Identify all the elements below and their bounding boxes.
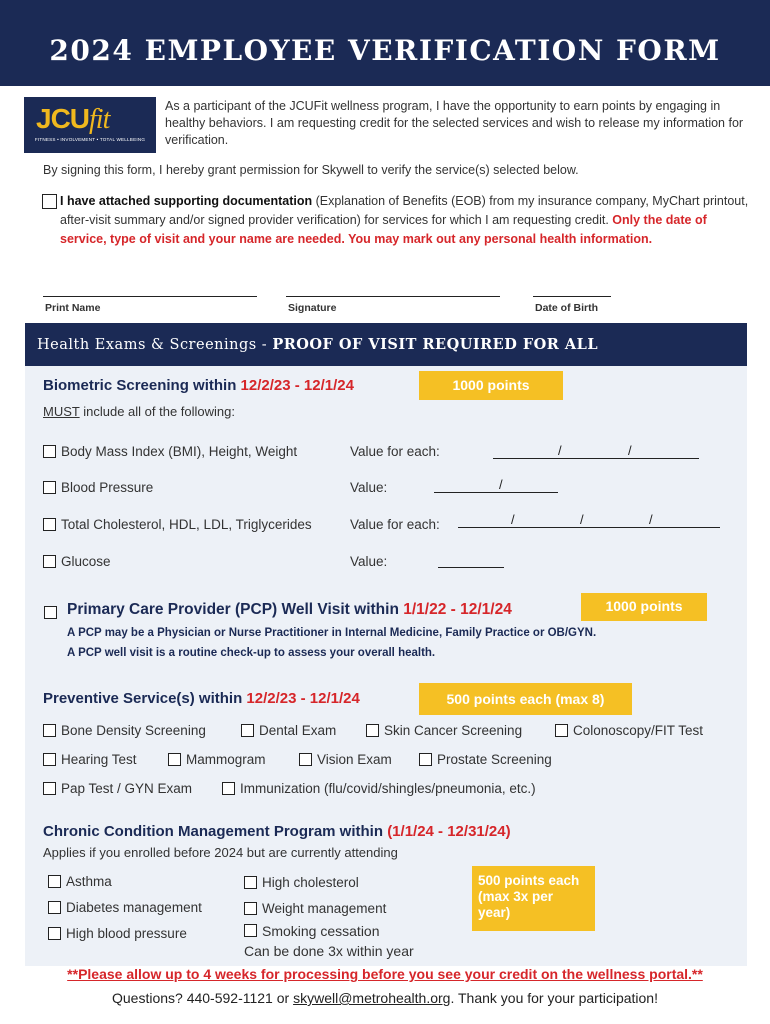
preventive-points-badge: 500 points each (max 8) [419,683,632,715]
diabetes-item: Diabetes management [48,900,202,915]
pcp-points-badge: 1000 points [581,593,707,621]
jcufit-logo [24,97,156,153]
vision-exam-checkbox[interactable] [299,753,312,766]
glucose-value-field[interactable] [438,567,504,568]
high-cholesterol-checkbox[interactable] [244,876,257,889]
intro-text: As a participant of the JCUFit wellness program, I have the opportunity to earn points by engaging in healthy behaviors. I am requesting credit for the selected services and wish to release my information for verification. [165,99,744,147]
colonoscopy-checkbox[interactable] [555,724,568,737]
glucose-checkbox[interactable] [43,555,56,568]
bone-density-checkbox[interactable] [43,724,56,737]
cholesterol-value-label: Value for each: [350,517,440,532]
cholesterol-item: Total Cholesterol, HDL, LDL, Triglycerides [43,517,312,532]
immunization-checkbox[interactable] [222,782,235,795]
smoking-cessation-checkbox[interactable] [244,924,257,937]
signature-line[interactable] [286,296,500,297]
print-name-label: Print Name [45,302,101,314]
slash-separator: / [511,512,515,527]
biometric-heading: Biometric Screening within 12/2/23 - 12/1/24 [43,377,354,394]
hearing-test-item: Hearing Test [43,752,137,767]
blood-pressure-value-field[interactable] [434,492,558,493]
logo-wordmark: JCUfit [36,103,110,135]
attachment-checkbox[interactable] [42,194,57,209]
colonoscopy-item: Colonoscopy/FIT Test [555,723,703,738]
asthma-checkbox[interactable] [48,875,61,888]
dental-exam-item: Dental Exam [241,723,336,738]
prostate-screening-checkbox[interactable] [419,753,432,766]
mammogram-item: Mammogram [168,752,266,767]
bone-density-item: Bone Density Screening [43,723,206,738]
chronic-subtext: Applies if you enrolled before 2024 but are currently attending [43,845,398,860]
attachment-statement: I have attached supporting documentation (Explanation of Benefits (EOB) from my insurance company, MyChart printout, after-visit summary and/or signed provider verification) for services for which I am requesting credit. Only the date of service, type of visit and your name are needed. You may mark out any personal health information. [60,194,749,246]
blood-pressure-item: Blood Pressure [43,480,153,495]
print-name-line[interactable] [43,296,257,297]
skin-cancer-item: Skin Cancer Screening [366,723,522,738]
page-title: 2024 EMPLOYEE VERIFICATION FORM [49,34,721,67]
logo-tagline: FITNESS • INVOLVEMENT • TOTAL WELLBEING [34,137,146,142]
hearing-test-checkbox[interactable] [43,753,56,766]
high-cholesterol-item: High cholesterol [244,875,359,890]
mammogram-checkbox[interactable] [168,753,181,766]
cholesterol-checkbox[interactable] [43,518,56,531]
bmi-checkbox[interactable] [43,445,56,458]
slash-separator: / [649,512,653,527]
pcp-checkbox[interactable] [44,606,57,619]
weight-management-item: Weight management [244,901,386,916]
pap-test-checkbox[interactable] [43,782,56,795]
permission-text: By signing this form, I hereby grant permission for Skywell to verify the service(s) selected below. [43,163,579,177]
diabetes-checkbox[interactable] [48,901,61,914]
asthma-item: Asthma [48,874,112,889]
slash-separator: / [499,477,503,492]
blood-pressure-checkbox[interactable] [43,481,56,494]
questions-line: Questions? 440-592-1121 or skywell@metrohealth.org. Thank you for your participation! [111,990,658,1006]
dental-exam-checkbox[interactable] [241,724,254,737]
bmi-value-field[interactable] [493,458,699,459]
dob-line[interactable] [533,296,611,297]
pcp-note-1: A PCP may be a Physician or Nurse Practitioner in Internal Medicine, Family Practice or OB/GYN. [67,627,597,639]
bmi-item: Body Mass Index (BMI), Height, Weight [43,444,297,459]
email-link[interactable]: skywell@metrohealth.org [293,990,451,1006]
chronic-heading: Chronic Condition Management Program within (1/1/24 - 12/31/24) [43,823,511,840]
slash-separator: / [558,443,562,458]
glucose-value-label: Value: [350,554,388,569]
prostate-screening-item: Prostate Screening [419,752,552,767]
high-blood-pressure-checkbox[interactable] [48,927,61,940]
dob-label: Date of Birth [535,302,598,314]
pcp-note-2: A PCP well visit is a routine check-up to assess your overall health. [67,647,436,659]
pap-test-item: Pap Test / GYN Exam [43,781,192,796]
pcp-heading: Primary Care Provider (PCP) Well Visit within 1/1/22 - 12/1/24 [67,601,512,618]
weight-management-checkbox[interactable] [244,902,257,915]
skin-cancer-checkbox[interactable] [366,724,379,737]
slash-separator: / [628,443,632,458]
blood-pressure-value-label: Value: [350,480,388,495]
must-include-text: MUST include all of the following: [43,404,235,419]
slash-separator: / [580,512,584,527]
bmi-value-label: Value for each: [350,444,440,459]
preventive-heading: Preventive Service(s) within 12/2/23 - 12/1/24 [43,690,360,707]
high-blood-pressure-item: High blood pressure [48,926,187,941]
immunization-item: Immunization (flu/covid/shingles/pneumonia, etc.) [222,781,536,796]
smoking-note: Can be done 3x within year [244,943,414,959]
biometric-points-badge: 1000 points [419,371,563,400]
glucose-item: Glucose [43,554,111,569]
smoking-cessation-item: Smoking cessation [244,923,380,939]
chronic-points-badge: 500 points each (max 3x per year) [472,866,595,931]
section-title: Health Exams & Screenings - PROOF OF VISIT REQUIRED FOR ALL [37,336,599,353]
vision-exam-item: Vision Exam [299,752,392,767]
cholesterol-value-field[interactable] [458,527,720,528]
signature-label: Signature [288,302,337,314]
processing-notice: **Please allow up to 4 weeks for processing before you see your credit on the wellness portal.** [67,966,703,982]
